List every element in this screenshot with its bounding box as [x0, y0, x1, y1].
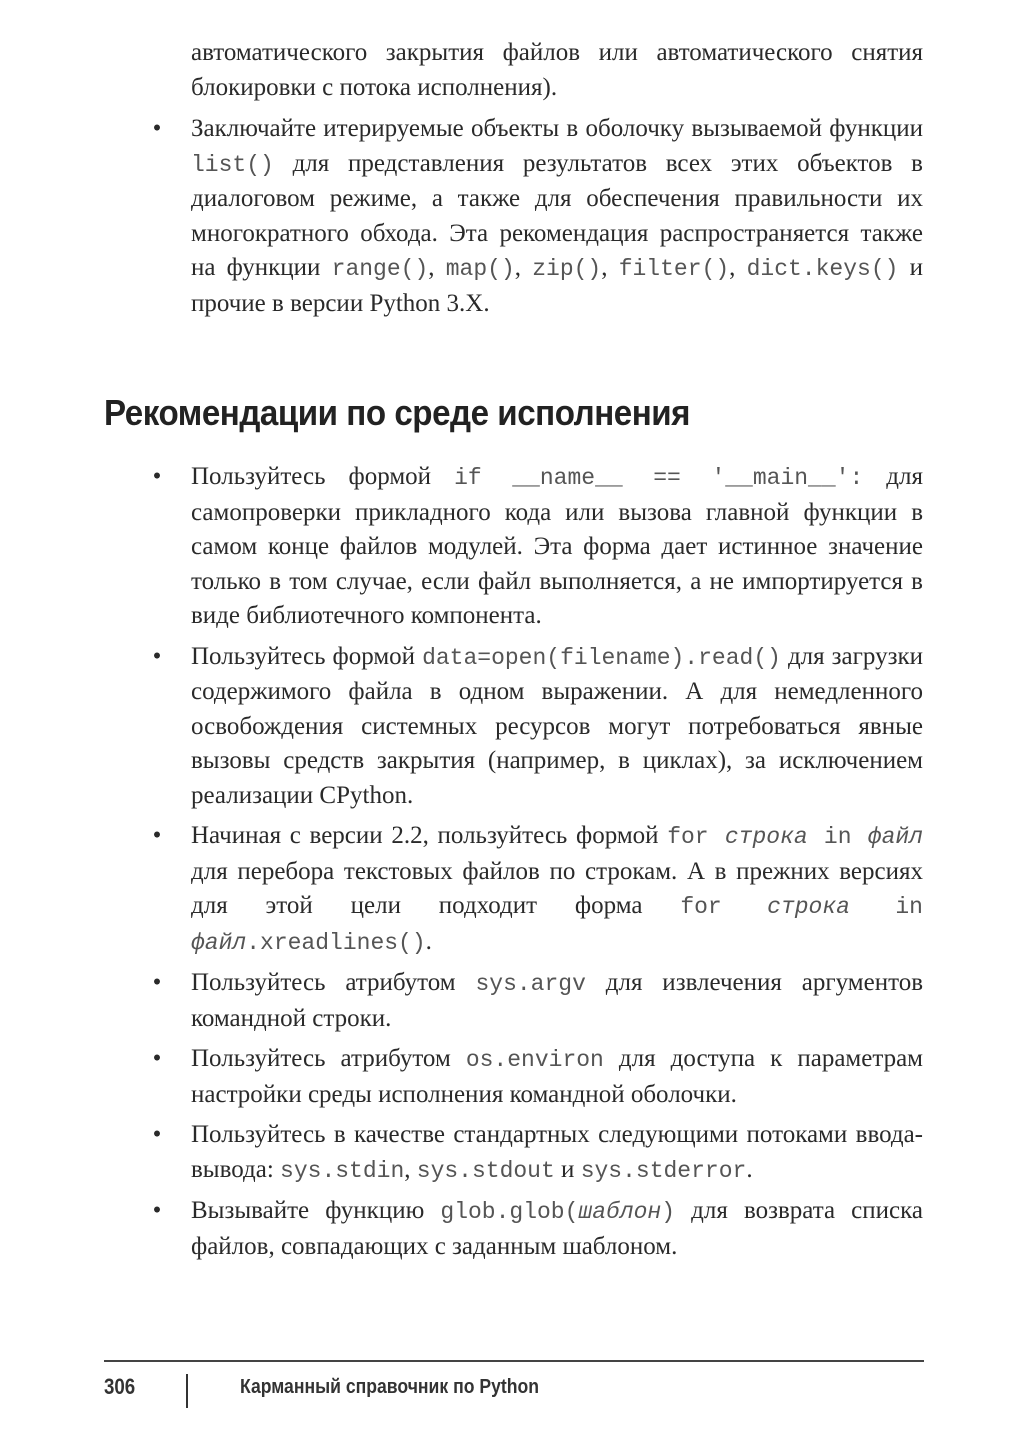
- bullet-icon: •: [152, 969, 162, 996]
- continuation-paragraph: автоматического закрытия файлов или автоматического снятия блокировки с потока исполнения).: [191, 39, 923, 101]
- item-text: для перебора текстовых файлов по строкам. А в прежних версиях для этой цели подходит форма: [191, 857, 923, 919]
- bullet-icon: •: [152, 822, 162, 849]
- tips-list-runtime: [152, 460, 923, 1270]
- list-item: [152, 1118, 923, 1188]
- running-footer-title: Карманный справочник по Python: [240, 1376, 539, 1398]
- bullet-icon: •: [152, 642, 162, 670]
- code-part: in: [807, 824, 868, 850]
- item-text: Пользуйтесь в качестве стандартных следующими потоками ввода-вывода:: [191, 1121, 923, 1183]
- list-item: [152, 460, 923, 634]
- item-text: .: [425, 927, 432, 955]
- code-inline: if __name__ == '__main__':: [454, 465, 864, 491]
- code-inline: sys.stdin: [280, 1157, 405, 1184]
- bullet-icon: •: [152, 463, 162, 490]
- item-text: для возврата списка файлов, совпадающих с заданным шаблоном.: [191, 1197, 923, 1260]
- bullet-icon: •: [152, 1121, 162, 1148]
- item-text: Пользуйтесь формой: [191, 463, 455, 490]
- section-heading: Рекомендации по среде исполнения: [104, 392, 691, 433]
- code-inline: sys.stderror: [580, 1157, 747, 1184]
- list-item: [152, 819, 923, 960]
- item-text: для извлечения аргументов командной строки.: [191, 969, 923, 1032]
- code-part: for: [680, 894, 768, 920]
- code-part-italic: строка: [724, 824, 808, 850]
- bullet-icon: •: [152, 1197, 162, 1224]
- item-text: ,: [428, 254, 446, 281]
- list-item: [152, 1194, 923, 1264]
- code-inline: map(): [445, 256, 515, 282]
- item-text: ,: [514, 254, 533, 281]
- code-inline: range(): [331, 256, 429, 282]
- footer-divider: [104, 1360, 924, 1362]
- list-item: [152, 640, 923, 814]
- list-item: [152, 1042, 923, 1112]
- item-text: Заключайте итерируемые объекты в оболочку вызываемой функции: [191, 115, 923, 142]
- code-part: glob.glob(: [440, 1199, 579, 1225]
- item-text: ,: [404, 1155, 417, 1183]
- code-inline: sys.argv: [475, 971, 586, 997]
- list-item: [152, 966, 923, 1036]
- code-inline: zip(): [532, 256, 602, 282]
- item-text: для представления результатов всех этих объектов в диалоговом режиме, а также для обеспечения правильности их многократного обхода. Эта рекомендация распространяется также на функции: [191, 149, 923, 281]
- code-inline: sys.stdout: [416, 1157, 555, 1184]
- code-inline: [440, 1199, 675, 1225]
- code-part: .xreadlines(): [246, 929, 426, 956]
- code-part-italic: файл: [867, 824, 923, 850]
- code-inline: data=open(filename).read(): [422, 644, 781, 671]
- tips-list-top: [152, 112, 924, 327]
- item-text: Пользуйтесь атрибутом: [191, 969, 476, 996]
- code-inline: [667, 824, 923, 850]
- item-text: Пользуйтесь атрибутом: [191, 1045, 466, 1072]
- item-text: ,: [601, 254, 619, 281]
- code-part-italic: строка: [767, 894, 850, 920]
- footer-separator: [186, 1374, 188, 1408]
- bullet-icon: •: [152, 1045, 162, 1072]
- code-inline: dict.keys(): [746, 256, 899, 282]
- code-part: for: [667, 824, 725, 850]
- bullet-icon: •: [152, 115, 162, 142]
- code-part: in: [849, 894, 923, 920]
- item-text: для самопроверки прикладного кода или вызова главной функции в самом конце файлов модулей. Эта форма дает истинное значение только в том случае, если файл выполняется, а не импортируется в виде библиотечного компонента.: [191, 463, 923, 629]
- code-part-italic: файл: [191, 929, 247, 956]
- item-text: ,: [729, 254, 747, 281]
- item-text: и: [554, 1155, 581, 1183]
- page-number: 306: [104, 1374, 136, 1399]
- code-part-italic: шаблон: [578, 1199, 662, 1225]
- code-inline: os.environ: [465, 1047, 604, 1073]
- item-text: для доступа к параметрам настройки среды исполнения командной оболочки.: [191, 1045, 923, 1108]
- code-inline: list(): [191, 151, 274, 178]
- item-text: Пользуйтесь формой: [191, 642, 423, 670]
- item-text: .: [746, 1155, 753, 1183]
- code-inline: filter(): [618, 256, 730, 282]
- item-text: Вызывайте функцию: [191, 1197, 441, 1224]
- list-item: [152, 112, 924, 321]
- item-text: для загрузки содержимого файла в одном выражении. А для немедленного освобождения системных ресурсов могут потребоваться явные вызовы средств закрытия (например, в циклах), за исключением реализации CPython.: [191, 642, 923, 809]
- code-part: ): [661, 1199, 676, 1225]
- item-text: и прочие в версии Python 3.X.: [191, 254, 924, 317]
- item-text: Начиная с версии 2.2, пользуйтесь формой: [191, 822, 668, 849]
